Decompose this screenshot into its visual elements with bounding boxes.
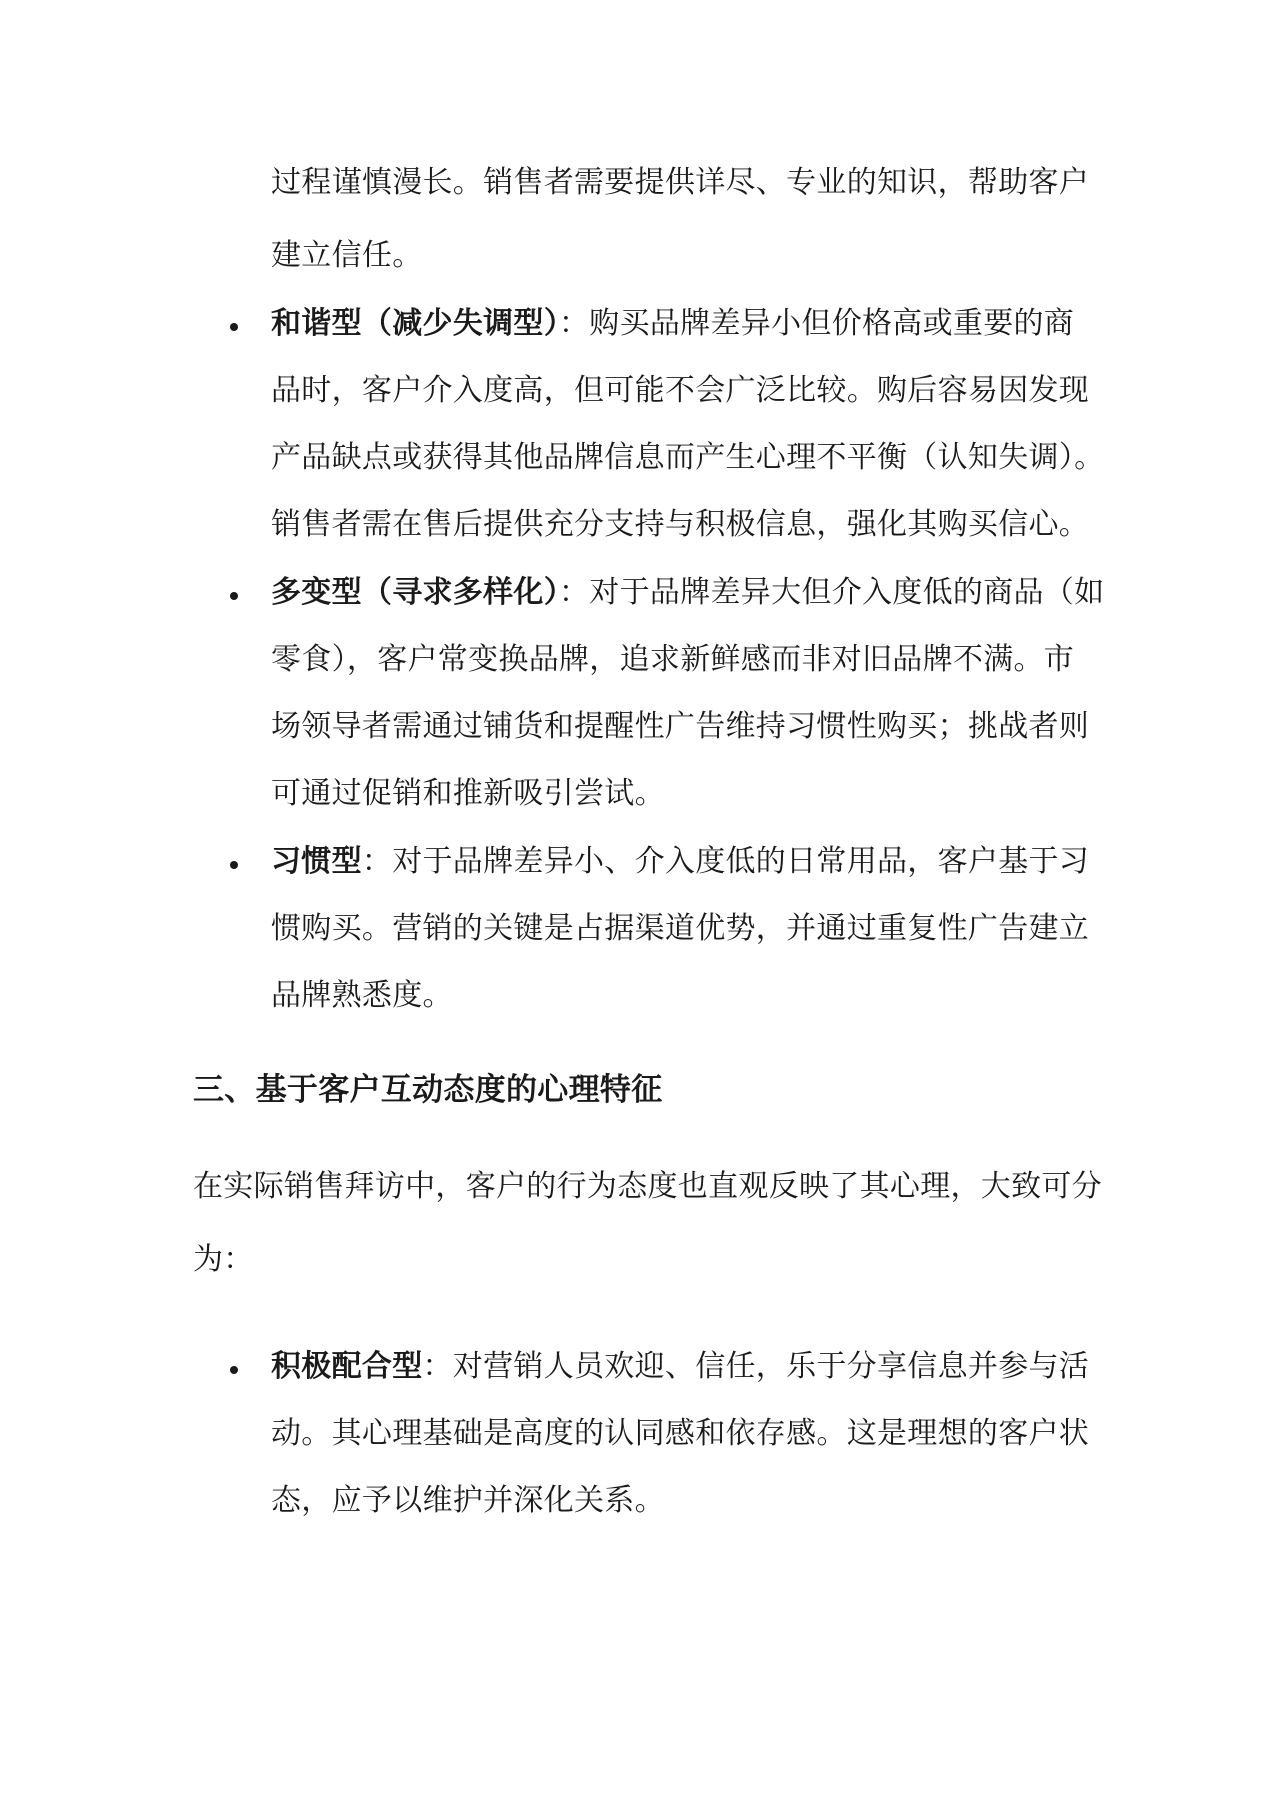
list-item (271, 573, 1104, 613)
list-item-text: ：对营销人员欢迎、信任，乐于分享信息并参与活 (422, 1349, 1090, 1384)
list-item (271, 304, 1074, 344)
list-item (271, 842, 1089, 882)
paragraph-line: 态，应予以维护并深化关系。 (271, 1483, 665, 1518)
paragraph-line: 过程谨慎漫长。销售者需要提供详尽、专业的知识，帮助客户 (271, 165, 1090, 200)
bullet-icon (230, 861, 238, 869)
bullet-icon (230, 592, 238, 600)
bullet-icon (230, 1366, 238, 1374)
list-item-text: ：购买品牌差异小但价格高或重要的商 (559, 306, 1075, 341)
list-item-text: ：对于品牌差异小、介入度低的日常用品，客户基于习 (361, 844, 1090, 879)
paragraph-line: 可通过促销和推新吸引尝试。 (271, 776, 665, 811)
bullet-icon (230, 323, 238, 331)
paragraph-line: 品时，客户介入度高，但可能不会广泛比较。购后容易因发现 (271, 373, 1090, 408)
list-item-text: ：对于品牌差异大但介入度低的商品（如 (559, 575, 1105, 610)
paragraph-line: 场领导者需通过铺货和提醒性广告维持习惯性购买；挑战者则 (271, 709, 1090, 744)
paragraph-line: 品牌熟悉度。 (271, 978, 453, 1013)
list-item-term: 和谐型（减少失调型） (271, 306, 559, 341)
paragraph-line: 产品缺点或获得其他品牌信息而产生心理不平衡（认知失调）。 (271, 440, 1105, 475)
list-item-term: 积极配合型 (271, 1349, 423, 1384)
section-heading: 三、基于客户互动态度的心理特征 (193, 1072, 663, 1108)
paragraph-line: 为： (193, 1242, 254, 1277)
paragraph-line: 销售者需在售后提供充分支持与积极信息，强化其购买信心。 (271, 507, 1090, 542)
list-item-term: 习惯型 (271, 844, 362, 879)
paragraph-line: 零食），客户常变换品牌，追求新鲜感而非对旧品牌不满。市 (271, 642, 1075, 677)
paragraph-line: 建立信任。 (271, 238, 423, 273)
list-item (271, 1347, 1089, 1387)
paragraph-line: 惯购买。营销的关键是占据渠道优势，并通过重复性广告建立 (271, 911, 1090, 946)
list-item-term: 多变型（寻求多样化） (271, 575, 559, 610)
paragraph-line: 动。其心理基础是高度的认同感和依存感。这是理想的客户状 (271, 1416, 1090, 1451)
paragraph-line: 在实际销售拜访中，客户的行为态度也直观反映了其心理，大致可分 (193, 1169, 1102, 1204)
